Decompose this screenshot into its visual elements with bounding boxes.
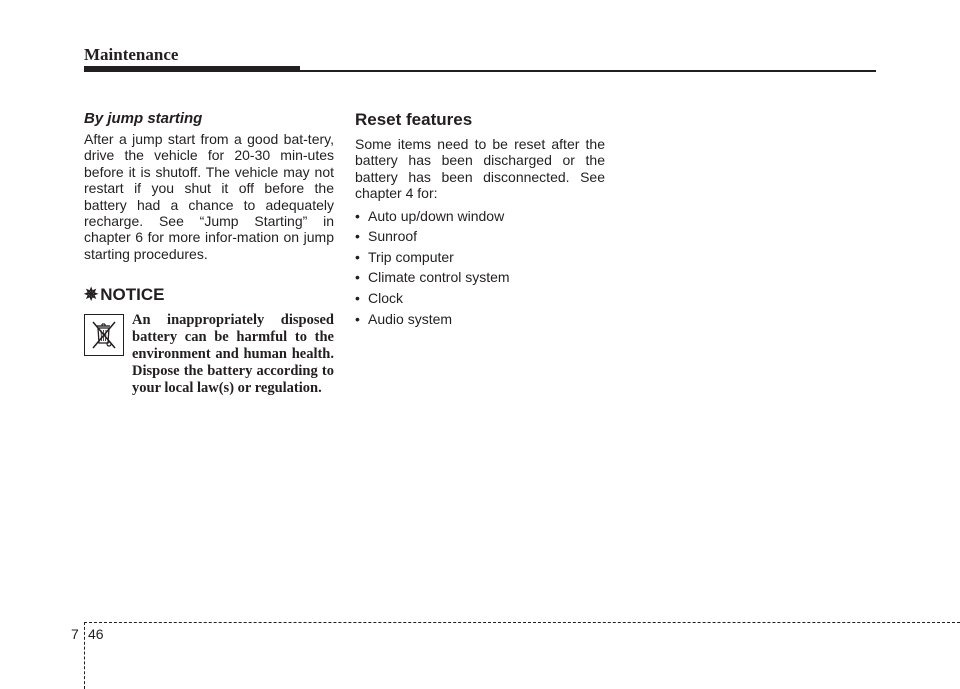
page-chapter-number: 7 [71, 626, 79, 642]
jump-starting-subheading: By jump starting [84, 110, 203, 127]
list-item: • Audio system [355, 309, 605, 330]
footer-divider [84, 622, 85, 689]
bullet-icon: • [355, 248, 360, 265]
reset-features-heading: Reset features [355, 110, 473, 129]
reset-features-paragraph: Some items need to be reset after the battery has been discharged or the battery has been disconnected. See chapter 4 for: [355, 136, 605, 202]
list-item: • Climate control system [355, 267, 605, 288]
notice-star-icon: ✵ [84, 285, 99, 305]
bullet-icon: • [355, 290, 360, 306]
reset-features-list [355, 206, 605, 330]
left-column [84, 109, 334, 397]
bullet-icon: • [355, 228, 360, 245]
page-header-title: Maintenance [84, 45, 179, 64]
notice-block [84, 312, 334, 397]
list-item: • Clock [355, 288, 605, 309]
header-rule-thin [300, 70, 876, 72]
jump-starting-paragraph: After a jump start from a good bat-tery, drive the vehicle for 20-30 min-utes before it is shutoff. The vehicle may not restart if you shut it off before the battery had a chance to adequately recharge. See “Jump Starting” in chapter 6 for more infor-mation on jump starting procedures. [84, 131, 334, 262]
list-item: • Sunroof [355, 226, 605, 247]
bullet-icon: • [355, 269, 360, 286]
footer-rule [84, 622, 960, 623]
page-number: 46 [88, 626, 104, 642]
notice-heading-label: NOTICE [100, 285, 165, 305]
crossed-out-wheelie-bin-icon [84, 314, 124, 356]
list-item: • Trip computer [355, 247, 605, 268]
wheelie-bin-svg [89, 318, 119, 352]
bullet-icon: • [355, 207, 360, 224]
bullet-icon: • [355, 310, 360, 327]
notice-heading [84, 285, 334, 305]
list-item: • Auto up/down window [355, 206, 605, 227]
header-rule-thick [84, 66, 300, 72]
notice-text: An inappropriately disposed battery can be harmful to the environment and human health. Dispose the battery according to your local law(s) or regulation. [132, 312, 334, 397]
right-column [355, 110, 605, 329]
